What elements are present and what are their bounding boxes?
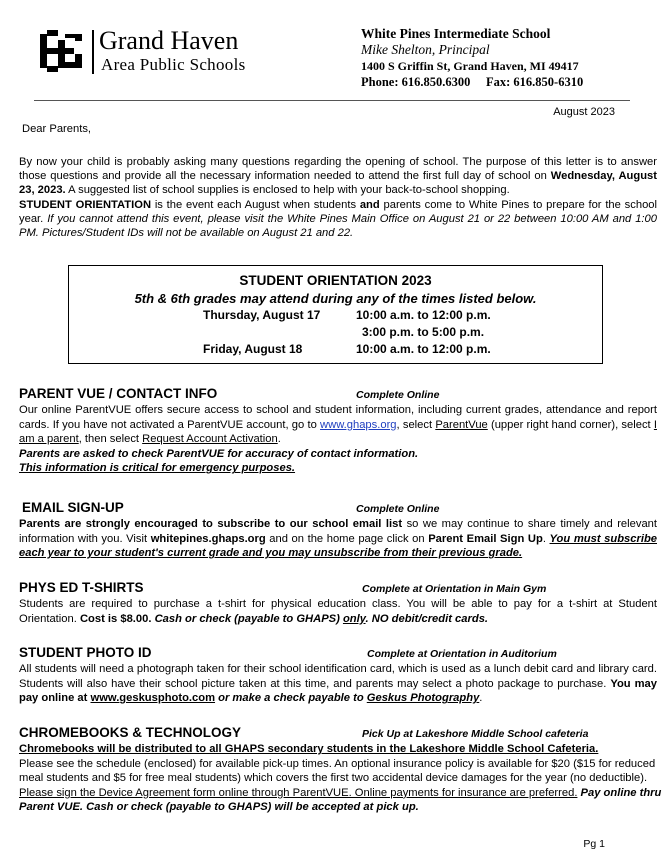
orientation-text-a: is the event each August when students [151, 198, 360, 211]
orientation-subtitle: 5th & 6th grades may attend during any of the times listed below. [134, 291, 537, 306]
geskus-photo-link[interactable]: www.geskusphoto.com [90, 692, 216, 705]
orientation-alternative: If you cannot attend this event, please visit the White Pines Main Office on August 21 or 22 between 10:00 AM and 1:00 PM. Pictures/Student IDs will not be available on August 21 and 22. [19, 212, 657, 240]
orientation-schedule-box [68, 265, 603, 364]
page-number: Pg 1 [583, 838, 605, 850]
parentvue-critical-note: This information is critical for emergency purposes. [19, 462, 296, 475]
photo-text: All students will need a photograph taken for their school identification card, which is used as a lunch debit card and library card. Students will also have their school picture taken at this time, and parents may select a photo package to purchase. [19, 663, 657, 690]
ghaps-website-link[interactable]: www.ghaps.org [320, 418, 397, 431]
letter-date: August 2023 [553, 106, 615, 118]
phys-ed-payment: Cash or check (payable to GHAPS) [151, 612, 343, 625]
photo-paragraph [19, 662, 657, 706]
photo-body [19, 662, 657, 706]
photo-check-text: or make a check payable to [215, 692, 367, 705]
email-signup-link: Parent Email Sign Up [428, 532, 543, 545]
parentvue-instructions [19, 403, 657, 447]
email-text-a: so we may continue to share timely and relevant information with you. Visit [19, 518, 658, 545]
parentvue-text-c: (upper right hand corner), select [487, 418, 654, 431]
phys-ed-paragraph [19, 597, 657, 626]
phys-ed-body [19, 597, 657, 626]
orientation-day-1-time-2: 3:00 p.m. to 5:00 p.m. [362, 325, 485, 339]
intro-paragraph-2 [19, 198, 657, 241]
orientation-text-b: parents come to White Pines to prepare for the school year. [19, 198, 657, 225]
chromebooks-note: Pick Up at Lakeshore Middle School cafeteria [362, 728, 589, 740]
school-phone-fax [361, 74, 583, 90]
parentvue-check-note: Parents are asked to check ParentVUE for accuracy of contact information. [19, 447, 419, 460]
photo-payee: Geskus Photography [366, 692, 480, 705]
intro-paragraph-1 [19, 155, 657, 198]
salutation: Dear Parents, [22, 123, 92, 135]
email-heading: EMAIL SIGN-UP [22, 500, 124, 515]
parentvue-text-d: , then select [78, 433, 143, 446]
chromebooks-distribution: Chromebooks will be distributed to all GHAPS secondary students in the Lakeshore Middle School Cafeteria. [19, 743, 599, 755]
email-subscribe-note: You must subscribe each year to your student's current grade and you may unsubscribe from their previous grade. [19, 532, 657, 560]
district-name: Grand Haven [99, 26, 239, 55]
parent-option: I am a parent [19, 418, 657, 446]
chromebooks-payment-note: Pay online thru Parent VUE. Cash or check (payable to GHAPS) will be accepted at pick up. [19, 786, 662, 814]
chromebooks-insurance-text: Please see the schedule (enclosed) for available pick-up times. An optional insurance policy is available for $20 ($15 for reduced meal students and $5 for free meal students) which covers the first two accidental device damages for the year (no deductible). [19, 757, 656, 785]
parentvue-heading: PARENT VUE / CONTACT INFO [19, 386, 218, 401]
photo-pay-online: You may pay online at [19, 677, 657, 705]
school-fax: Fax: 616.850-6310 [486, 75, 584, 89]
parentvue-body [19, 403, 657, 476]
phys-ed-heading: PHYS ED T-SHIRTS [19, 580, 144, 595]
chromebooks-heading: CHROMEBOOKS & TECHNOLOGY [19, 725, 242, 740]
phys-ed-text: Students are required to purchase a t-shirt for physical education class. You will be able to pay for a t-shirt at Student Orientation. [19, 598, 657, 625]
school-name: White Pines Intermediate School [361, 26, 551, 41]
parentvue-text-b: , select [396, 418, 436, 431]
parentvue-note: Complete Online [356, 389, 440, 401]
email-encourage: Parents are strongly encouraged to subscribe to our school email list [19, 518, 403, 530]
parentvue-text-e: . [277, 433, 281, 446]
email-text-b: and on the home page click on [265, 532, 429, 545]
request-activation-option: Request Account Activation [142, 433, 278, 446]
orientation-day-2: Friday, August 18 [203, 342, 303, 356]
school-contact-block [361, 26, 583, 90]
school-site: whitepines.ghaps.org [150, 532, 266, 545]
email-text-c: . [542, 532, 550, 545]
phys-ed-cost: Cost is $8.00. [79, 612, 152, 625]
principal-name: Mike Shelton, Principal [361, 42, 490, 57]
district-subtitle: Area Public Schools [101, 55, 246, 74]
intro-supplies-text: A suggested list of school supplies is enclosed to help with your back-to-school shopping. [65, 184, 510, 197]
school-phone: Phone: 616.850.6300 [361, 75, 471, 89]
orientation-title: STUDENT ORIENTATION 2023 [239, 273, 432, 288]
phys-ed-no-cards: . NO debit/credit cards. [365, 612, 489, 625]
intro-text: By now your child is probably asking many questions regarding the opening of school. The purpose of this letter is to answer those questions and provide all the necessary information needed to attend the first full day of school on [19, 156, 657, 183]
orientation-day-1-time-1: 10:00 a.m. to 12:00 p.m. [356, 308, 491, 322]
district-logo-icon [38, 28, 84, 74]
device-agreement-note: Please sign the Device Agreement form online through ParentVUE. Online payments for insurance are preferred. [19, 786, 578, 799]
photo-heading: STUDENT PHOTO ID [19, 645, 152, 660]
email-paragraph [19, 517, 657, 561]
orientation-and: and [359, 198, 380, 211]
email-body [19, 517, 657, 561]
orientation-label: STUDENT ORIENTATION [19, 198, 152, 211]
photo-note: Complete at Orientation in Auditorium [367, 648, 557, 660]
phys-ed-only: only [342, 612, 366, 625]
orientation-day-1: Thursday, August 17 [203, 308, 321, 322]
first-day-date: Wednesday, August 23, 2023. [19, 170, 657, 197]
parentvue-option: ParentVue [435, 418, 488, 431]
orientation-day-2-time: 10:00 a.m. to 12:00 p.m. [356, 342, 491, 356]
chromebooks-body [19, 742, 664, 815]
photo-end: . [479, 692, 483, 705]
header-rule [34, 100, 630, 101]
email-note: Complete Online [356, 503, 440, 515]
logo-divider [92, 30, 94, 74]
school-address: 1400 S Griffin St, Grand Haven, MI 49417 [361, 59, 579, 73]
intro-section [19, 155, 657, 240]
parentvue-text-a: Our online ParentVUE offers secure access to school and student information, including current grades, attendance and report cards. If you have not activated a ParentVUE account, go to [19, 404, 657, 431]
chromebooks-paragraph [19, 757, 664, 815]
phys-ed-note: Complete at Orientation in Main Gym [362, 583, 547, 595]
